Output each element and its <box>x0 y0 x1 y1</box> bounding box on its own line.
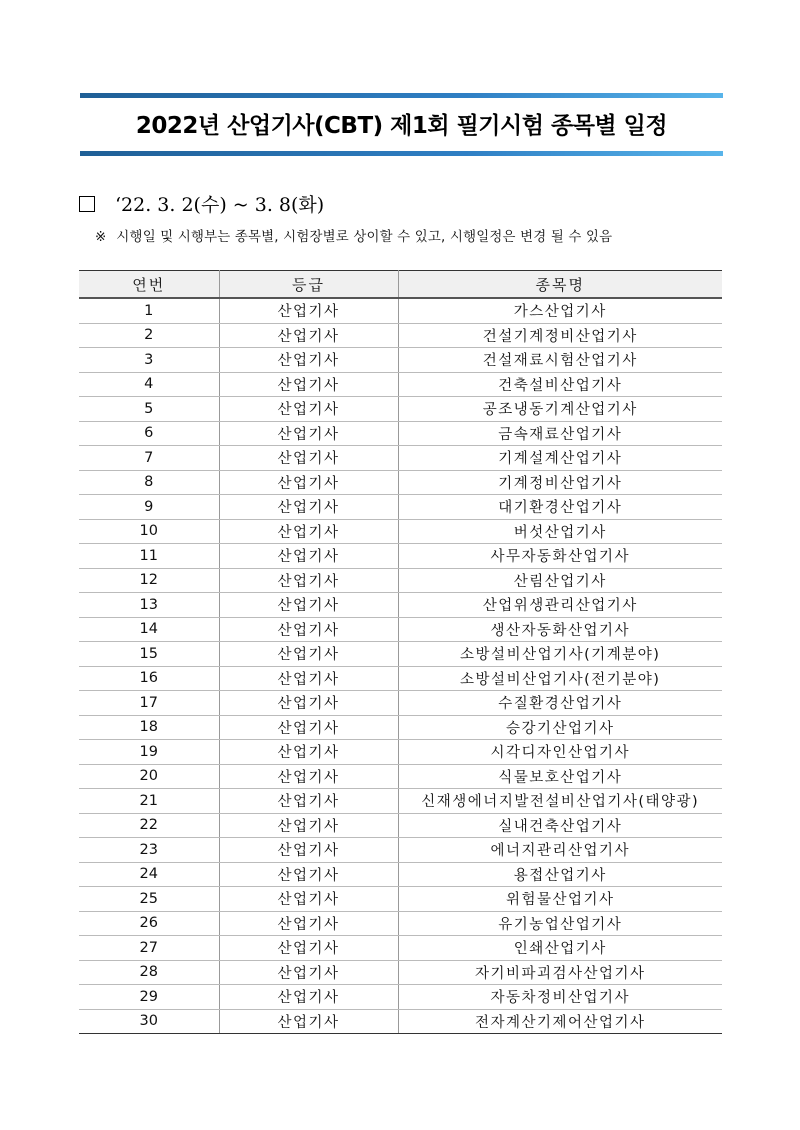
table-row <box>79 421 722 446</box>
table-row <box>79 666 722 691</box>
cell-number: 14 <box>79 617 219 642</box>
date-range: ‘22. 3. 2(수) ~ 3. 8(화) <box>115 194 325 216</box>
table-row <box>79 348 722 373</box>
notice <box>95 226 725 245</box>
cell-subject: 생산자동화산업기사 <box>398 617 722 642</box>
title-bottom-rule <box>80 151 723 156</box>
cell-grade: 산업기사 <box>219 421 398 446</box>
table-row <box>79 298 722 323</box>
cell-subject: 인쇄산업기사 <box>398 936 722 961</box>
page-title: 2022년 산업기사(CBT) 제1회 필기시험 종목별 일정 <box>135 113 668 139</box>
header-number: 연번 <box>79 271 219 299</box>
cell-grade: 산업기사 <box>219 985 398 1010</box>
notice-text: 시행일 및 시행부는 종목별, 시험장별로 상이할 수 있고, 시행일정은 변경 될 수 있음 <box>116 230 613 245</box>
cell-number: 2 <box>79 323 219 348</box>
cell-number: 7 <box>79 446 219 471</box>
cell-subject: 기계정비산업기사 <box>398 470 722 495</box>
cell-subject: 산업위생관리산업기사 <box>398 593 722 618</box>
cell-grade: 산업기사 <box>219 397 398 422</box>
cell-subject: 건설재료시험산업기사 <box>398 348 722 373</box>
cell-number: 28 <box>79 960 219 985</box>
cell-subject: 자기비파괴검사산업기사 <box>398 960 722 985</box>
table-row <box>79 323 722 348</box>
cell-subject: 소방설비산업기사(전기분야) <box>398 666 722 691</box>
table-row <box>79 911 722 936</box>
table-row <box>79 1009 722 1034</box>
cell-subject: 식물보호산업기사 <box>398 764 722 789</box>
cell-grade: 산업기사 <box>219 617 398 642</box>
cell-subject: 에너지관리산업기사 <box>398 838 722 863</box>
cell-grade: 산업기사 <box>219 348 398 373</box>
cell-number: 10 <box>79 519 219 544</box>
cell-subject: 시각디자인산업기사 <box>398 740 722 765</box>
cell-grade: 산업기사 <box>219 323 398 348</box>
cell-number: 23 <box>79 838 219 863</box>
table-row <box>79 813 722 838</box>
cell-subject: 사무자동화산업기사 <box>398 544 722 569</box>
title-band <box>80 93 723 156</box>
cell-number: 18 <box>79 715 219 740</box>
cell-number: 8 <box>79 470 219 495</box>
table-row <box>79 568 722 593</box>
header-subject: 종목명 <box>398 271 722 299</box>
cell-subject: 대기환경산업기사 <box>398 495 722 520</box>
cell-number: 29 <box>79 985 219 1010</box>
cell-number: 20 <box>79 764 219 789</box>
cell-subject: 전자계산기제어산업기사 <box>398 1009 722 1034</box>
cell-grade: 산업기사 <box>219 789 398 814</box>
cell-number: 22 <box>79 813 219 838</box>
cell-grade: 산업기사 <box>219 936 398 961</box>
cell-subject: 수질환경산업기사 <box>398 691 722 716</box>
cell-number: 4 <box>79 372 219 397</box>
cell-number: 30 <box>79 1009 219 1034</box>
cell-number: 13 <box>79 593 219 618</box>
cell-grade: 산업기사 <box>219 593 398 618</box>
table-row <box>79 691 722 716</box>
cell-subject: 유기농업산업기사 <box>398 911 722 936</box>
table-row <box>79 544 722 569</box>
cell-number: 1 <box>79 298 219 323</box>
table-row <box>79 495 722 520</box>
cell-grade: 산업기사 <box>219 838 398 863</box>
cell-grade: 산업기사 <box>219 372 398 397</box>
cell-subject: 가스산업기사 <box>398 298 722 323</box>
cell-subject: 산림산업기사 <box>398 568 722 593</box>
cell-subject: 건축설비산업기사 <box>398 372 722 397</box>
cell-number: 3 <box>79 348 219 373</box>
cell-grade: 산업기사 <box>219 862 398 887</box>
cell-grade: 산업기사 <box>219 470 398 495</box>
table-row <box>79 764 722 789</box>
table-row <box>79 715 722 740</box>
table-row <box>79 985 722 1010</box>
table-row <box>79 887 722 912</box>
table-row <box>79 740 722 765</box>
cell-subject: 기계설계산업기사 <box>398 446 722 471</box>
cell-grade: 산업기사 <box>219 642 398 667</box>
header-grade: 등급 <box>219 271 398 299</box>
cell-grade: 산업기사 <box>219 740 398 765</box>
cell-grade: 산업기사 <box>219 519 398 544</box>
cell-subject: 건설기계정비산업기사 <box>398 323 722 348</box>
cell-grade: 산업기사 <box>219 1009 398 1034</box>
table-row <box>79 789 722 814</box>
cell-grade: 산업기사 <box>219 960 398 985</box>
table-row <box>79 446 722 471</box>
table-row <box>79 642 722 667</box>
cell-grade: 산업기사 <box>219 666 398 691</box>
cell-grade: 산업기사 <box>219 691 398 716</box>
cell-number: 15 <box>79 642 219 667</box>
cell-grade: 산업기사 <box>219 544 398 569</box>
cell-grade: 산업기사 <box>219 887 398 912</box>
cell-number: 11 <box>79 544 219 569</box>
cell-subject: 신재생에너지발전설비산업기사(태양광) <box>398 789 722 814</box>
cell-grade: 산업기사 <box>219 568 398 593</box>
cell-grade: 산업기사 <box>219 446 398 471</box>
cell-grade: 산업기사 <box>219 495 398 520</box>
cell-subject: 금속재료산업기사 <box>398 421 722 446</box>
cell-number: 16 <box>79 666 219 691</box>
cell-number: 21 <box>79 789 219 814</box>
table-row <box>79 936 722 961</box>
table-row <box>79 617 722 642</box>
cell-grade: 산업기사 <box>219 764 398 789</box>
cell-subject: 공조냉동기계산업기사 <box>398 397 722 422</box>
cell-number: 5 <box>79 397 219 422</box>
cell-subject: 실내건축산업기사 <box>398 813 722 838</box>
cell-number: 9 <box>79 495 219 520</box>
cell-number: 24 <box>79 862 219 887</box>
cell-subject: 자동차정비산업기사 <box>398 985 722 1010</box>
cell-number: 19 <box>79 740 219 765</box>
cell-number: 17 <box>79 691 219 716</box>
table-header-row <box>79 271 722 299</box>
cell-number: 12 <box>79 568 219 593</box>
cell-subject: 용접산업기사 <box>398 862 722 887</box>
cell-subject: 소방설비산업기사(기계분야) <box>398 642 722 667</box>
table-row <box>79 960 722 985</box>
cell-number: 25 <box>79 887 219 912</box>
cell-number: 6 <box>79 421 219 446</box>
cell-grade: 산업기사 <box>219 298 398 323</box>
cell-subject: 버섯산업기사 <box>398 519 722 544</box>
checkbox-icon <box>79 196 95 212</box>
cell-grade: 산업기사 <box>219 911 398 936</box>
cell-number: 26 <box>79 911 219 936</box>
schedule-table <box>79 270 722 1034</box>
table-row <box>79 593 722 618</box>
table-row <box>79 372 722 397</box>
cell-subject: 승강기산업기사 <box>398 715 722 740</box>
table-row <box>79 397 722 422</box>
cell-subject: 위험물산업기사 <box>398 887 722 912</box>
cell-grade: 산업기사 <box>219 715 398 740</box>
table-row <box>79 862 722 887</box>
table-row <box>79 519 722 544</box>
title-top-rule <box>80 93 723 98</box>
table-row <box>79 838 722 863</box>
reference-mark-icon: ※ <box>95 230 107 245</box>
exam-period <box>79 190 324 217</box>
table-row <box>79 470 722 495</box>
cell-number: 27 <box>79 936 219 961</box>
cell-grade: 산업기사 <box>219 813 398 838</box>
